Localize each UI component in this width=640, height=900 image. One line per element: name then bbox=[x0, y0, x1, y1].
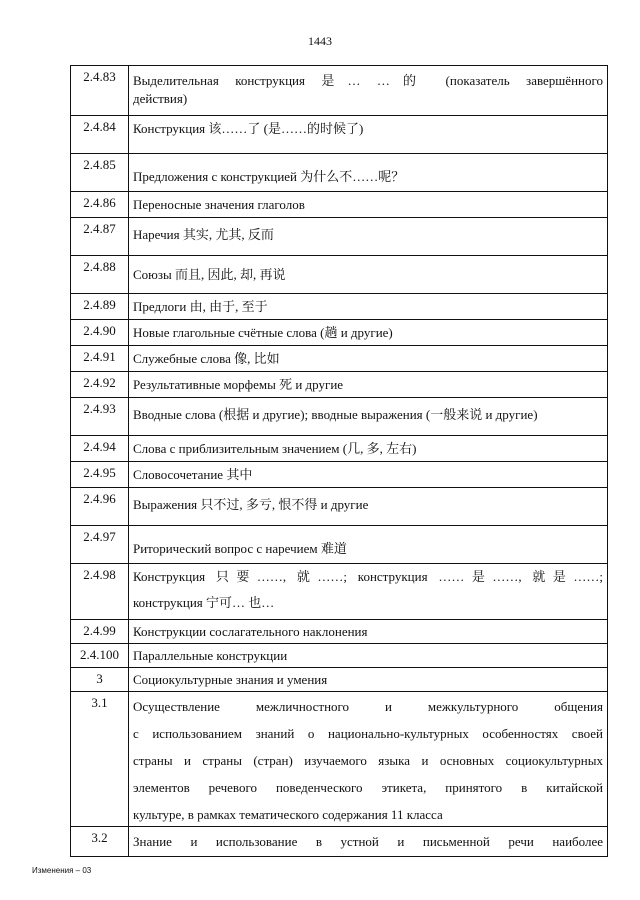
row-topic bbox=[129, 218, 608, 256]
row-number: 2.4.83 bbox=[71, 66, 129, 116]
topic-line: элементов речевого поведенческого этикета, принятого в китайской bbox=[133, 780, 603, 795]
row-topic bbox=[129, 320, 608, 346]
table-row bbox=[71, 398, 608, 436]
row-topic bbox=[129, 620, 608, 644]
table-row bbox=[71, 620, 608, 644]
curriculum-table bbox=[70, 65, 608, 857]
row-number: 3 bbox=[71, 668, 129, 692]
topic-line: Вводные слова (根据 и другие); вводные выражения (一般来说 и другие) bbox=[133, 407, 538, 422]
row-topic bbox=[129, 192, 608, 218]
topic-line: Новые глагольные счётные слова (趟 и другие) bbox=[133, 325, 393, 340]
topic-line: Выделительная конструкция 是… …的 (показатель завершённого bbox=[133, 73, 603, 88]
topic-line: Знание и использование в устной и письменной речи наиболее bbox=[133, 834, 603, 849]
table-row bbox=[71, 827, 608, 857]
topic-line: Осуществление межличностного и межкультурного общения bbox=[133, 699, 603, 714]
row-number: 2.4.90 bbox=[71, 320, 129, 346]
row-topic bbox=[129, 488, 608, 526]
row-topic bbox=[129, 346, 608, 372]
row-topic bbox=[129, 564, 608, 620]
topic-line: конструкция 宁可… 也… bbox=[133, 595, 275, 610]
table-row bbox=[71, 256, 608, 294]
table-row bbox=[71, 372, 608, 398]
row-topic bbox=[129, 526, 608, 564]
table-row bbox=[71, 644, 608, 668]
row-topic bbox=[129, 827, 608, 857]
table-row bbox=[71, 346, 608, 372]
table-row bbox=[71, 294, 608, 320]
topic-line: Параллельные конструкции bbox=[133, 648, 288, 663]
topic-line: Конструкции сослагательного наклонения bbox=[133, 624, 368, 639]
topic-line: Конструкция 该……了 (是……的时候了) bbox=[133, 121, 364, 136]
topic-line: Социокультурные знания и умения bbox=[133, 672, 328, 687]
topic-line: Выражения 只不过, 多亏, 恨不得 и другие bbox=[133, 497, 369, 512]
topic-line: Результативные морфемы 死 и другие bbox=[133, 377, 344, 392]
topic-line: Словосочетание 其中 bbox=[133, 467, 253, 482]
table-row bbox=[71, 218, 608, 256]
row-topic bbox=[129, 256, 608, 294]
row-topic bbox=[129, 644, 608, 668]
topic-line: страны и страны (стран) изучаемого языка и основных социокультурных bbox=[133, 753, 603, 768]
row-number: 2.4.86 bbox=[71, 192, 129, 218]
topic-line: Предложения с конструкцией 为什么不……呢？ bbox=[133, 169, 405, 184]
topic-line: с использованием знаний о национально-культурных особенностях своей bbox=[133, 726, 603, 741]
row-number: 2.4.85 bbox=[71, 154, 129, 192]
table-body bbox=[71, 66, 608, 857]
row-number: 2.4.100 bbox=[71, 644, 129, 668]
table-row bbox=[71, 66, 608, 116]
table-row bbox=[71, 154, 608, 192]
topic-line: Служебные слова 像, 比如 bbox=[133, 351, 280, 366]
row-topic bbox=[129, 66, 608, 116]
footer-note: Изменения – 03 bbox=[32, 866, 92, 875]
table-row bbox=[71, 436, 608, 462]
row-topic bbox=[129, 398, 608, 436]
row-number: 2.4.97 bbox=[71, 526, 129, 564]
table-row bbox=[71, 192, 608, 218]
table-row bbox=[71, 320, 608, 346]
table-row bbox=[71, 526, 608, 564]
row-topic bbox=[129, 668, 608, 692]
row-number: 2.4.87 bbox=[71, 218, 129, 256]
row-topic bbox=[129, 116, 608, 154]
table-row bbox=[71, 668, 608, 692]
row-topic bbox=[129, 372, 608, 398]
row-number: 2.4.89 bbox=[71, 294, 129, 320]
row-number: 2.4.94 bbox=[71, 436, 129, 462]
topic-line: Наречия 其实, 尤其, 反而 bbox=[133, 227, 274, 242]
row-number: 2.4.99 bbox=[71, 620, 129, 644]
row-number: 2.4.91 bbox=[71, 346, 129, 372]
row-number: 2.4.84 bbox=[71, 116, 129, 154]
table-row bbox=[71, 564, 608, 620]
row-number: 2.4.93 bbox=[71, 398, 129, 436]
row-number: 2.4.92 bbox=[71, 372, 129, 398]
table-row bbox=[71, 692, 608, 827]
row-number: 2.4.98 bbox=[71, 564, 129, 620]
row-topic bbox=[129, 294, 608, 320]
topic-line: Предлоги 由, 由于, 至于 bbox=[133, 299, 268, 314]
topic-line: Союзы 而且, 因此, 却, 再说 bbox=[133, 267, 286, 282]
topic-line: Переносные значения глаголов bbox=[133, 197, 305, 212]
row-topic bbox=[129, 462, 608, 488]
table-row bbox=[71, 462, 608, 488]
page-number: 1443 bbox=[308, 34, 332, 48]
row-number: 2.4.88 bbox=[71, 256, 129, 294]
table-row bbox=[71, 488, 608, 526]
row-number: 3.2 bbox=[71, 827, 129, 857]
table-row bbox=[71, 116, 608, 154]
row-topic bbox=[129, 154, 608, 192]
topic-line: действия) bbox=[133, 91, 188, 106]
row-number: 3.1 bbox=[71, 692, 129, 827]
row-number: 2.4.96 bbox=[71, 488, 129, 526]
topic-line: Слова с приблизительным значением (几, 多, 左右) bbox=[133, 441, 417, 456]
topic-line: культуре, в рамках тематического содержания 11 класса bbox=[133, 807, 443, 822]
row-number: 2.4.95 bbox=[71, 462, 129, 488]
topic-line: Конструкция 只要……, 就……; конструкция ……是……, 就是……; bbox=[133, 569, 603, 584]
row-topic bbox=[129, 436, 608, 462]
row-topic bbox=[129, 692, 608, 827]
topic-line: Риторический вопрос с наречием 难道 bbox=[133, 541, 347, 556]
